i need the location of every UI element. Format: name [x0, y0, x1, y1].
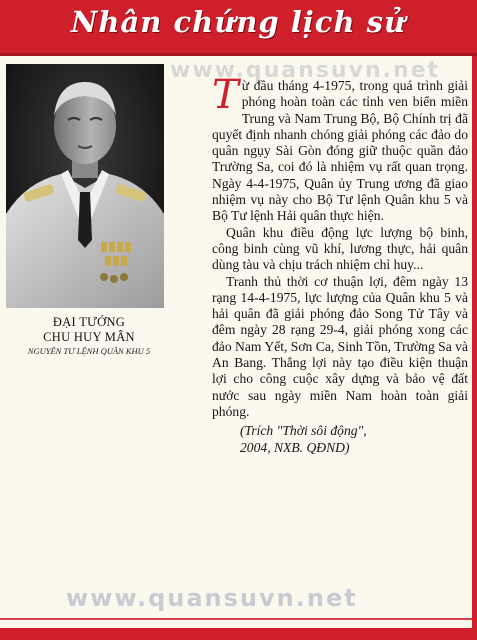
watermark-top: www.quansuvn.net [170, 58, 441, 83]
portrait-photo [6, 64, 164, 308]
header-banner [0, 0, 477, 56]
dropcap: T [212, 72, 239, 118]
bottom-divider [0, 618, 472, 620]
article-paragraph-1: Từ đầu tháng 4-1975, trong quá trình giải phóng hoàn toàn các tỉnh ven biển miền Trung và Nam Trung Bộ, Bộ Chính trị đã quyết định nhanh chóng giải phóng các đảo do quân ngụy Sài Gòn đóng giữ thuộc quần đảo Trường Sa, coi đó là nhiệm vụ rất quan trọng. Ngày 4-4-1975, Quân ủy Trung ương đã giao nhiệm vụ này cho Bộ Tư lệnh Quân khu 5 và Bộ Tư lệnh Hải quân thực hiện. [212, 72, 468, 224]
article-paragraph-2: Quân khu điều động lực lượng bộ binh, công binh cùng vũ khí, lương thực, hải quân dùng tàu và chịu trách nhiệm chỉ huy... [212, 224, 468, 273]
caption-rank: ĐẠI TƯỚNG [52, 315, 126, 329]
caption-role: NGUYÊN TƯ LỆNH QUÂN KHU 5 [27, 346, 151, 356]
page-title: Nhân chứng lịch sử [70, 5, 407, 39]
article-source [212, 423, 468, 456]
watermark-bottom: www.quansuvn.net [66, 584, 358, 612]
article-body [212, 72, 468, 456]
source-line-2: 2004, NXB. QĐND) [240, 439, 350, 455]
portrait-photo-icon [6, 64, 164, 308]
bottom-border [0, 628, 477, 640]
caption-name: CHU HUY MÂN [43, 330, 135, 344]
article-paragraph-3: Tranh thủ thời cơ thuận lợi, đêm ngày 13 rạng 14-4-1975, lực lượng của Quân khu 5 và hải quân đã giải phóng đảo Song Tử Tây và đêm ngày 28 rạng 29-4, giải phóng xong các đảo Nam Yết, Sơn Ca, Sinh Tồn, Trường Sa và An Bang. Thắng lợi này tạo điều kiện thuận lợi cho công cuộc xây dựng và bảo vệ đất nước sau ngày miền Nam hoàn toàn giải phóng. [212, 273, 468, 419]
source-line-1: (Trích "Thời sôi động", [240, 423, 367, 439]
right-border [472, 56, 477, 640]
